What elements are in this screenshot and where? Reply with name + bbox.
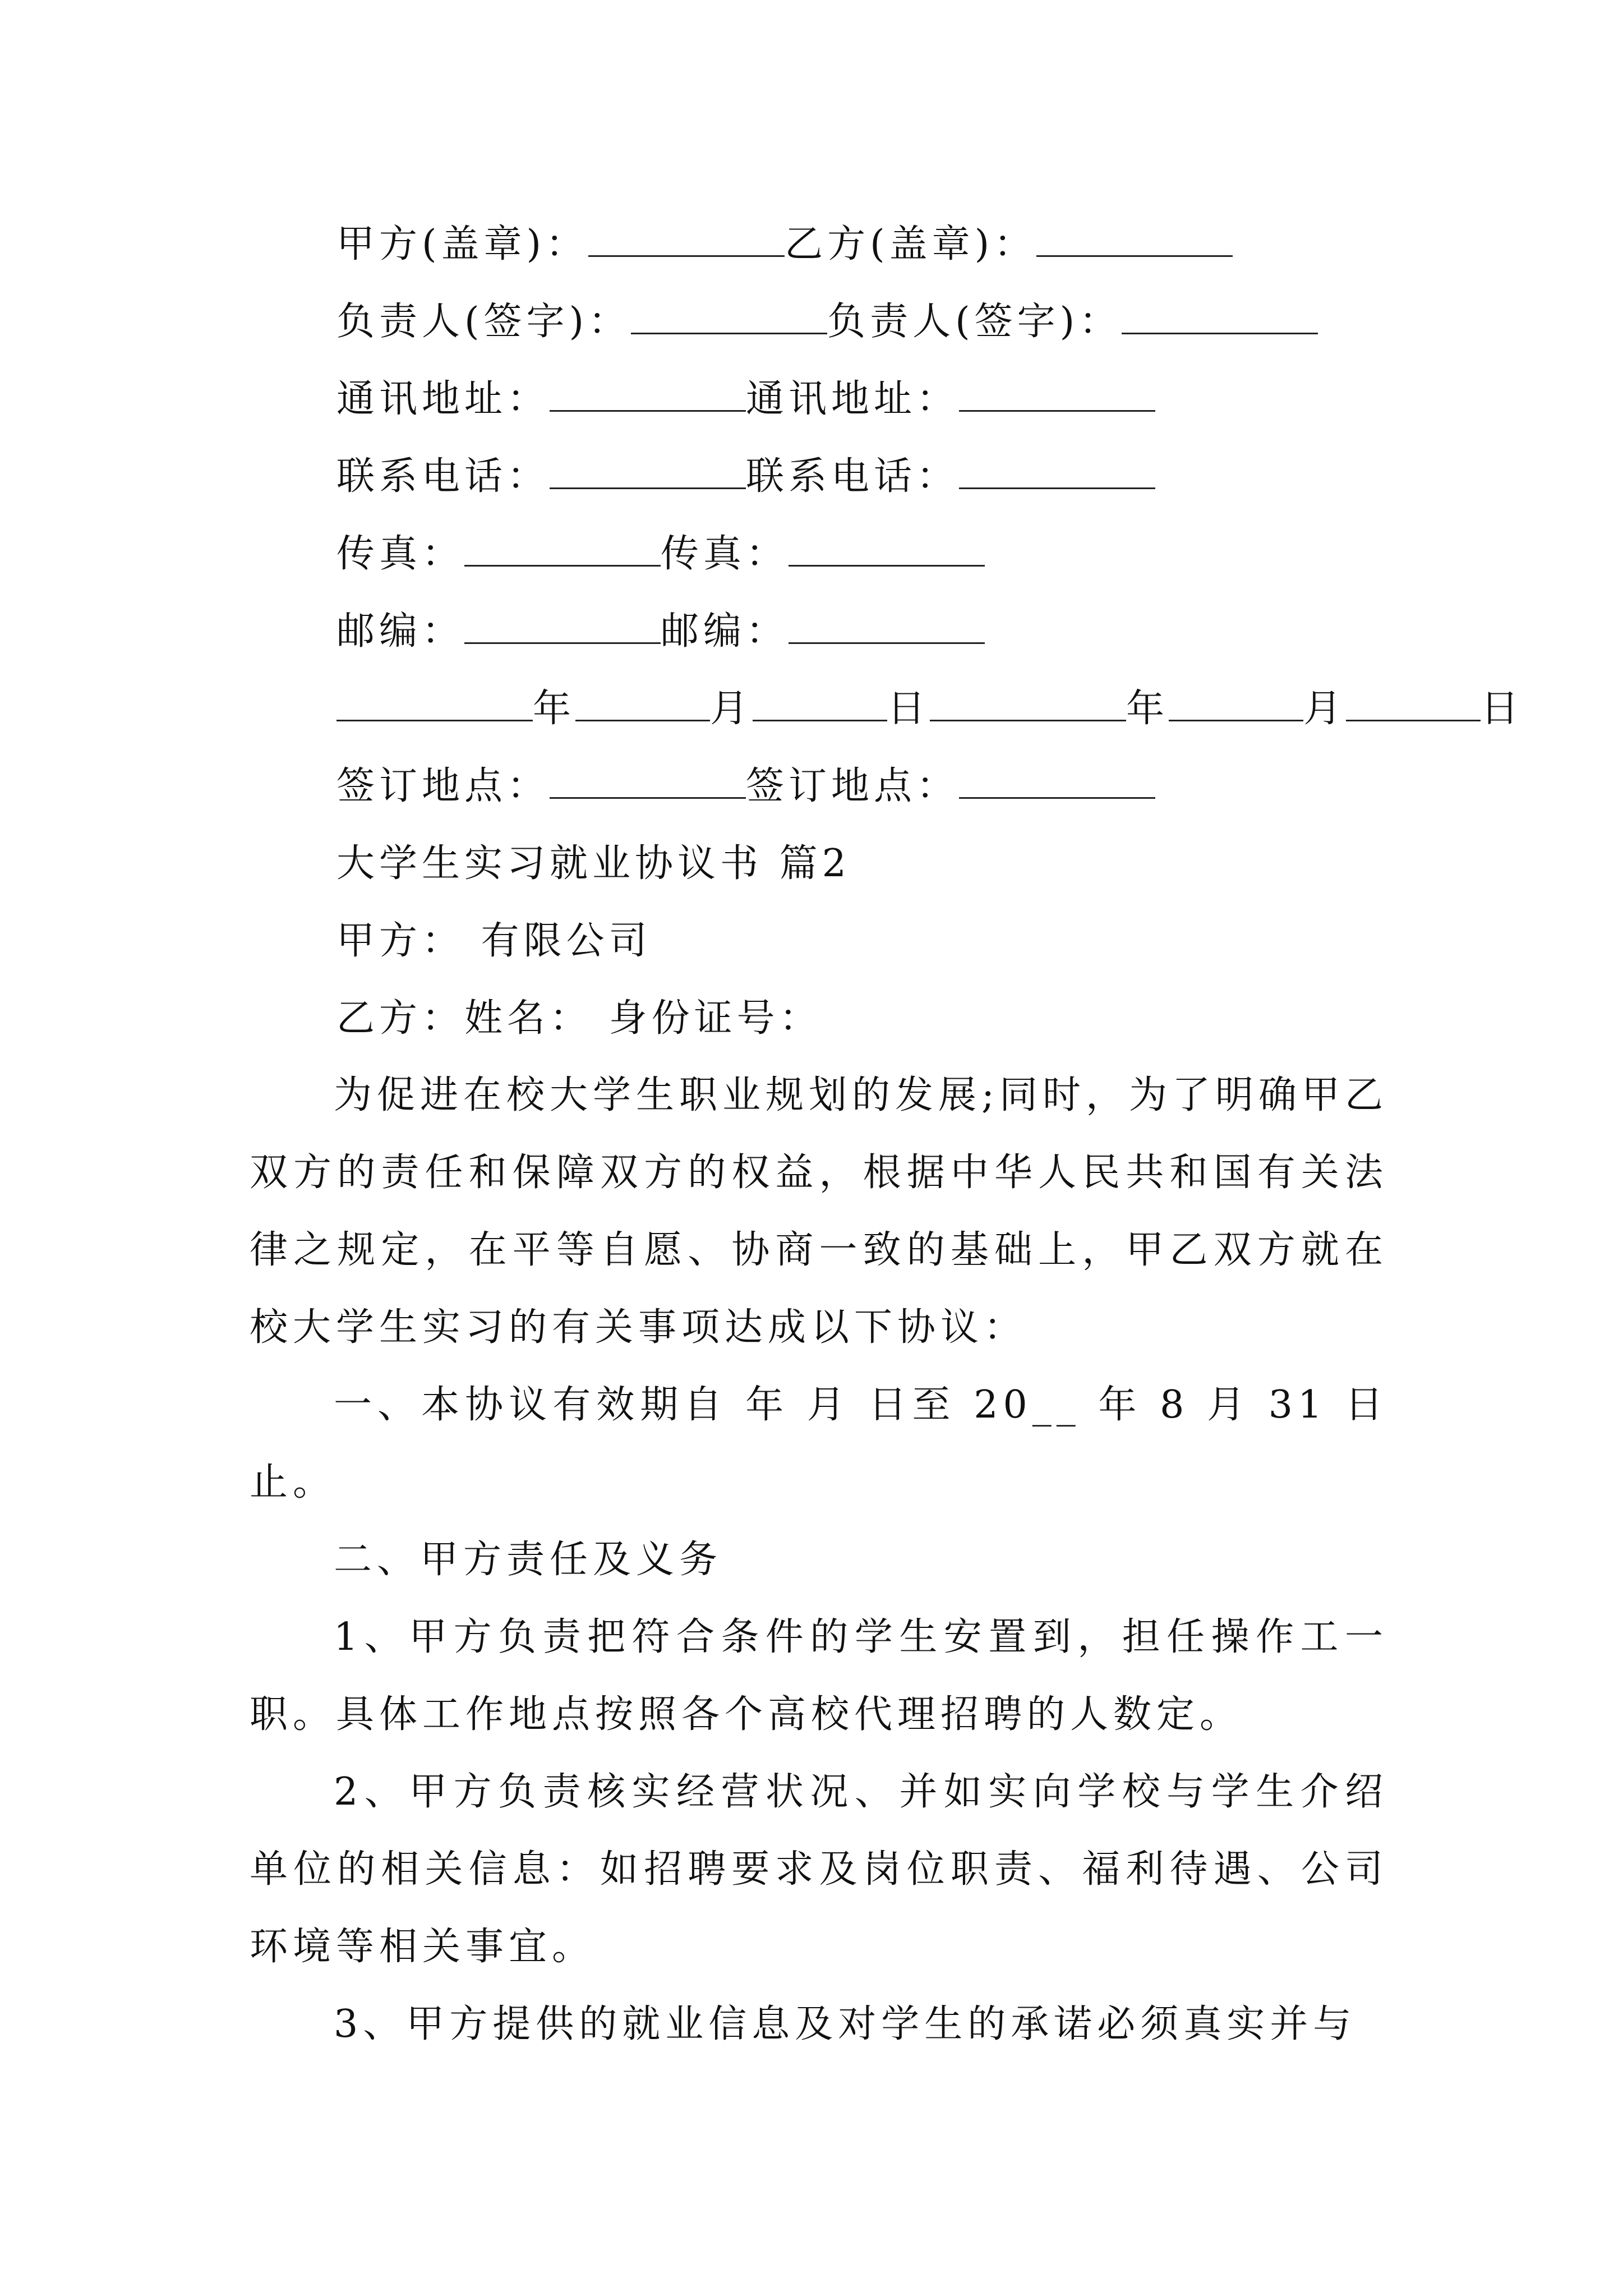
party-a-address-label: 通讯地址：: [336, 377, 550, 421]
party-a-responsible-blank: [631, 298, 827, 334]
party-a-place-label: 签订地点：: [336, 764, 550, 808]
party-b-date-blank: [930, 685, 1126, 721]
party-a-month-label: 月: [710, 687, 753, 731]
duty-item-3: 3、甲方提供的就业信息及对学生的承诺必须真实并与: [334, 2002, 1357, 2046]
party-b-month-blank: [1169, 685, 1303, 721]
party-a-responsible-label: 负责人(签字)：: [336, 300, 631, 344]
party-a-month-blank: [575, 685, 710, 721]
party-a-seal-label: 甲方(盖章)：: [336, 222, 589, 266]
party-b-place-label: 签订地点：: [746, 764, 960, 808]
party-a-address-blank: [550, 375, 746, 412]
party-a-phone-blank: [550, 453, 746, 489]
responsible-line: [336, 295, 1318, 349]
term-paragraph: 一、本协议有效期自 年 月 日至 20__ 年 8 月 31 日止。: [250, 1383, 1388, 1504]
party-b-place-blank: [959, 762, 1155, 799]
party-b-day-blank: [1346, 685, 1481, 721]
section-heading-party-a-duties: 二、甲方责任及义务: [334, 1538, 723, 1582]
signing-place-line: [336, 760, 1155, 813]
party-b-day-label: 日: [1481, 687, 1524, 731]
party-a-seal-blank: [588, 220, 785, 257]
party-a-day-blank: [753, 685, 887, 721]
party-a-phone-label: 联系电话：: [336, 454, 550, 499]
party-b-month-label: 月: [1303, 687, 1347, 731]
party-a-year-label: 年: [533, 687, 576, 731]
fax-line: [336, 527, 985, 581]
address-line: [336, 372, 1155, 426]
party-b-phone-label: 联系电话：: [746, 454, 960, 499]
party-b-fax-blank: [789, 530, 985, 567]
party-b-responsible-label: 负责人(签字)：: [827, 300, 1122, 344]
date-line: [336, 682, 1523, 736]
seal-line: [336, 218, 1233, 272]
party-a-line: 甲方： 有限公司: [336, 919, 652, 963]
party-b-seal-blank: [1036, 220, 1233, 257]
party-b-address-blank: [959, 375, 1155, 412]
party-b-postcode-blank: [789, 608, 985, 644]
party-a-postcode-label: 邮编：: [336, 609, 465, 654]
party-a-postcode-blank: [464, 608, 661, 644]
party-b-line: 乙方：姓名： 身份证号：: [336, 996, 822, 1041]
intro-paragraph: 为促进在校大学生职业规划的发展;同时，为了明确甲乙双方的责任和保障双方的权益，根据中华人民共和国有关法律之规定，在平等自愿、协商一致的基础上，甲乙双方就在校大学生实习的有关事项达成以下协议：: [250, 1073, 1388, 1350]
postcode-line: [336, 605, 985, 659]
party-b-year-label: 年: [1126, 687, 1169, 731]
phone-line: [336, 450, 1155, 504]
duty-item-2: 2、甲方负责核实经营状况、并如实向学校与学生介绍单位的相关信息：如招聘要求及岗位职责、福利待遇、公司环境等相关事宜。: [250, 1770, 1388, 1969]
party-a-fax-label: 传真：: [336, 532, 465, 576]
party-a-place-blank: [550, 762, 746, 799]
party-b-fax-label: 传真：: [661, 532, 789, 576]
duty-item-1: 1、甲方负责把符合条件的学生安置到，担任操作工一职。具体工作地点按照各个高校代理招聘的人数定。: [250, 1615, 1388, 1737]
party-b-seal-label: 乙方(盖章)：: [785, 222, 1037, 266]
party-a-fax-blank: [464, 530, 661, 567]
party-b-phone-blank: [959, 453, 1155, 489]
party-b-address-label: 通讯地址：: [746, 377, 960, 421]
party-b-postcode-label: 邮编：: [661, 609, 789, 654]
section-title: 大学生实习就业协议书 篇2: [336, 841, 851, 886]
party-a-date-blank: [336, 685, 533, 721]
party-b-responsible-blank: [1122, 298, 1318, 334]
party-a-day-label: 日: [887, 687, 930, 731]
